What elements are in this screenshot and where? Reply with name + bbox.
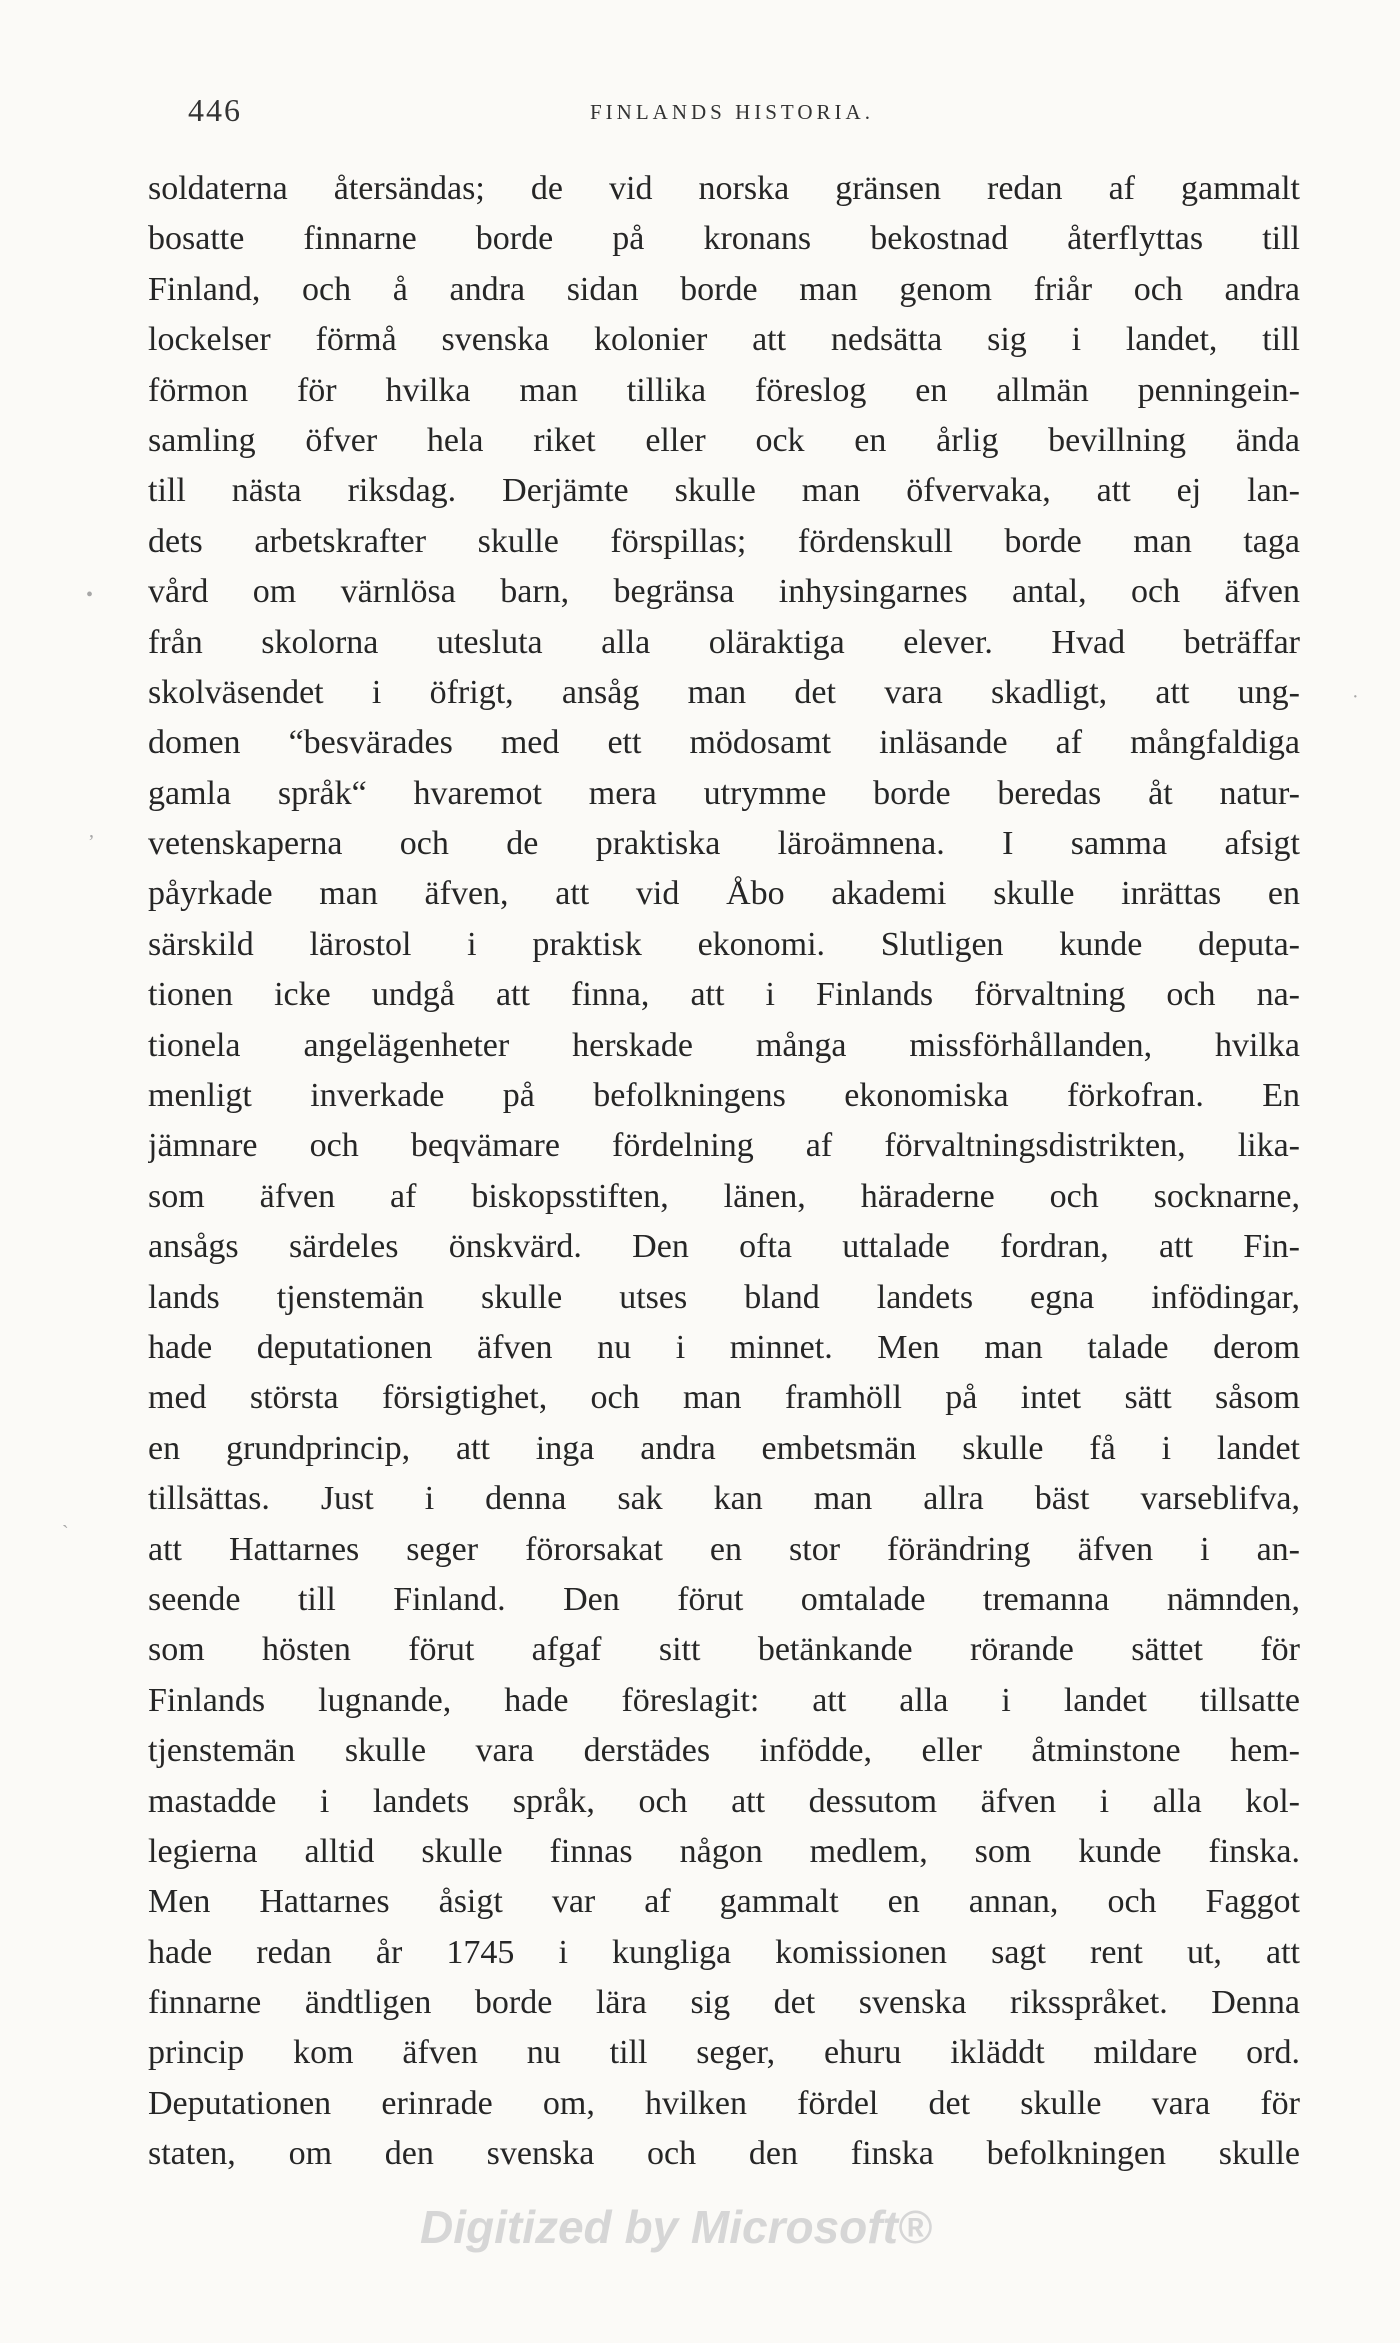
text-line: från skolorna utesluta alla oläraktiga elever. Hvad beträffar xyxy=(148,623,1300,661)
text-line: staten, om den svenska och den finska befolkningen skulle xyxy=(148,2135,1300,2173)
text-line: vård om värnlösa barn, begränsa inhysingarnes antal, och äfven xyxy=(148,573,1300,611)
page-number: 446 xyxy=(188,92,242,128)
margin-speck: ˋ xyxy=(62,1522,69,1544)
text-line: tionen icke undgå att finna, att i Finlands förvaltning och na- xyxy=(148,976,1300,1014)
text-line: dets arbetskrafter skulle förspillas; fördenskull borde man taga xyxy=(148,522,1300,560)
page-header xyxy=(148,92,1300,132)
text-line: en grundprincip, att inga andra embetsmän skulle få i landet xyxy=(148,1429,1300,1467)
margin-speck: ‚ xyxy=(88,820,95,842)
text-line: ansågs särdeles önskvärd. Den ofta uttalade fordran, att Fin- xyxy=(148,1228,1300,1266)
text-line: som äfven af biskopsstiften, länen, häraderne och socknarne, xyxy=(148,1177,1300,1215)
text-line: med största försigtighet, och man framhöll på intet sätt såsom xyxy=(148,1379,1300,1417)
margin-speck: • xyxy=(86,584,94,606)
text-line: lands tjenstemän skulle utses bland landets egna infödingar, xyxy=(148,1278,1300,1316)
text-line: menligt inverkade på befolkningens ekonomiska förkofran. En xyxy=(148,1077,1300,1115)
text-line: samling öfver hela riket eller ock en årlig bevillning ända xyxy=(148,421,1300,459)
text-line: bosatte finnarne borde på kronans bekostnad återflyttas till xyxy=(148,220,1300,258)
text-line: legierna alltid skulle finnas någon medlem, som kunde finska. xyxy=(148,1832,1300,1870)
text-line: till nästa riksdag. Derjämte skulle man öfvervaka, att ej lan- xyxy=(148,472,1300,510)
text-line: Men Hattarnes åsigt var af gammalt en annan, och Faggot xyxy=(148,1883,1300,1921)
text-line: skolväsendet i öfrigt, ansåg man det vara skadligt, att ung- xyxy=(148,673,1300,711)
text-line: jämnare och beqvämare fördelning af förvaltningsdistrikten, lika- xyxy=(148,1127,1300,1165)
body-text xyxy=(148,164,1300,2180)
text-line: princip kom äfven nu till seger, ehuru ikläddt mildare ord. xyxy=(148,2034,1300,2072)
text-line: förmon för hvilka man tillika föreslog en allmän penningein- xyxy=(148,371,1300,409)
text-line: tjenstemän skulle vara derstädes infödde, eller åtminstone hem- xyxy=(148,1732,1300,1770)
text-line: tionela angelägenheter herskade många missförhållanden, hvilka xyxy=(148,1026,1300,1064)
text-line: soldaterna återsändas; de vid norska gränsen redan af gammalt xyxy=(148,170,1300,207)
text-line: mastadde i landets språk, och att dessutom äfven i alla kol- xyxy=(148,1782,1300,1820)
text-line: särskild lärostol i praktisk ekonomi. Slutligen kunde deputa- xyxy=(148,925,1300,963)
text-line: påyrkade man äfven, att vid Åbo akademi skulle inrättas en xyxy=(148,875,1300,913)
text-line: seende till Finland. Den förut omtalade tremanna nämnden, xyxy=(148,1580,1300,1618)
text-line: som hösten förut afgaf sitt betänkande rörande sättet för xyxy=(148,1631,1300,1669)
text-line: Deputationen erinrade om, hvilken fördel det skulle vara för xyxy=(148,2084,1300,2122)
text-line: att Hattarnes seger förorsakat en stor förändring äfven i an- xyxy=(148,1530,1300,1568)
text-line: vetenskaperna och de praktiska läroämnena. I samma afsigt xyxy=(148,825,1300,863)
text-line: lockelser förmå svenska kolonier att nedsätta sig i landet, till xyxy=(148,321,1300,359)
text-line: hade redan år 1745 i kungliga komissionen sagt rent ut, att xyxy=(148,1933,1300,1971)
text-line: gamla språk“ hvaremot mera utrymme borde beredas åt natur- xyxy=(148,774,1300,812)
margin-speck: · xyxy=(1352,686,1359,708)
text-line: finnarne ändtligen borde lära sig det svenska riksspråket. Denna xyxy=(148,1984,1300,2022)
text-line: Finlands lugnande, hade föreslagit: att alla i landet tillsatte xyxy=(148,1681,1300,1719)
text-line: hade deputationen äfven nu i minnet. Men man talade derom xyxy=(148,1328,1300,1366)
running-head: FINLANDS HISTORIA. xyxy=(590,100,874,124)
text-line: tillsättas. Just i denna sak kan man allra bäst varseblifva, xyxy=(148,1480,1300,1518)
digitized-watermark: Digitized by Microsoft® xyxy=(420,2201,932,2253)
text-line: domen “besvärades med ett mödosamt inläsande af mångfaldiga xyxy=(148,724,1300,762)
text-line: Finland, och å andra sidan borde man genom friår och andra xyxy=(148,270,1300,308)
